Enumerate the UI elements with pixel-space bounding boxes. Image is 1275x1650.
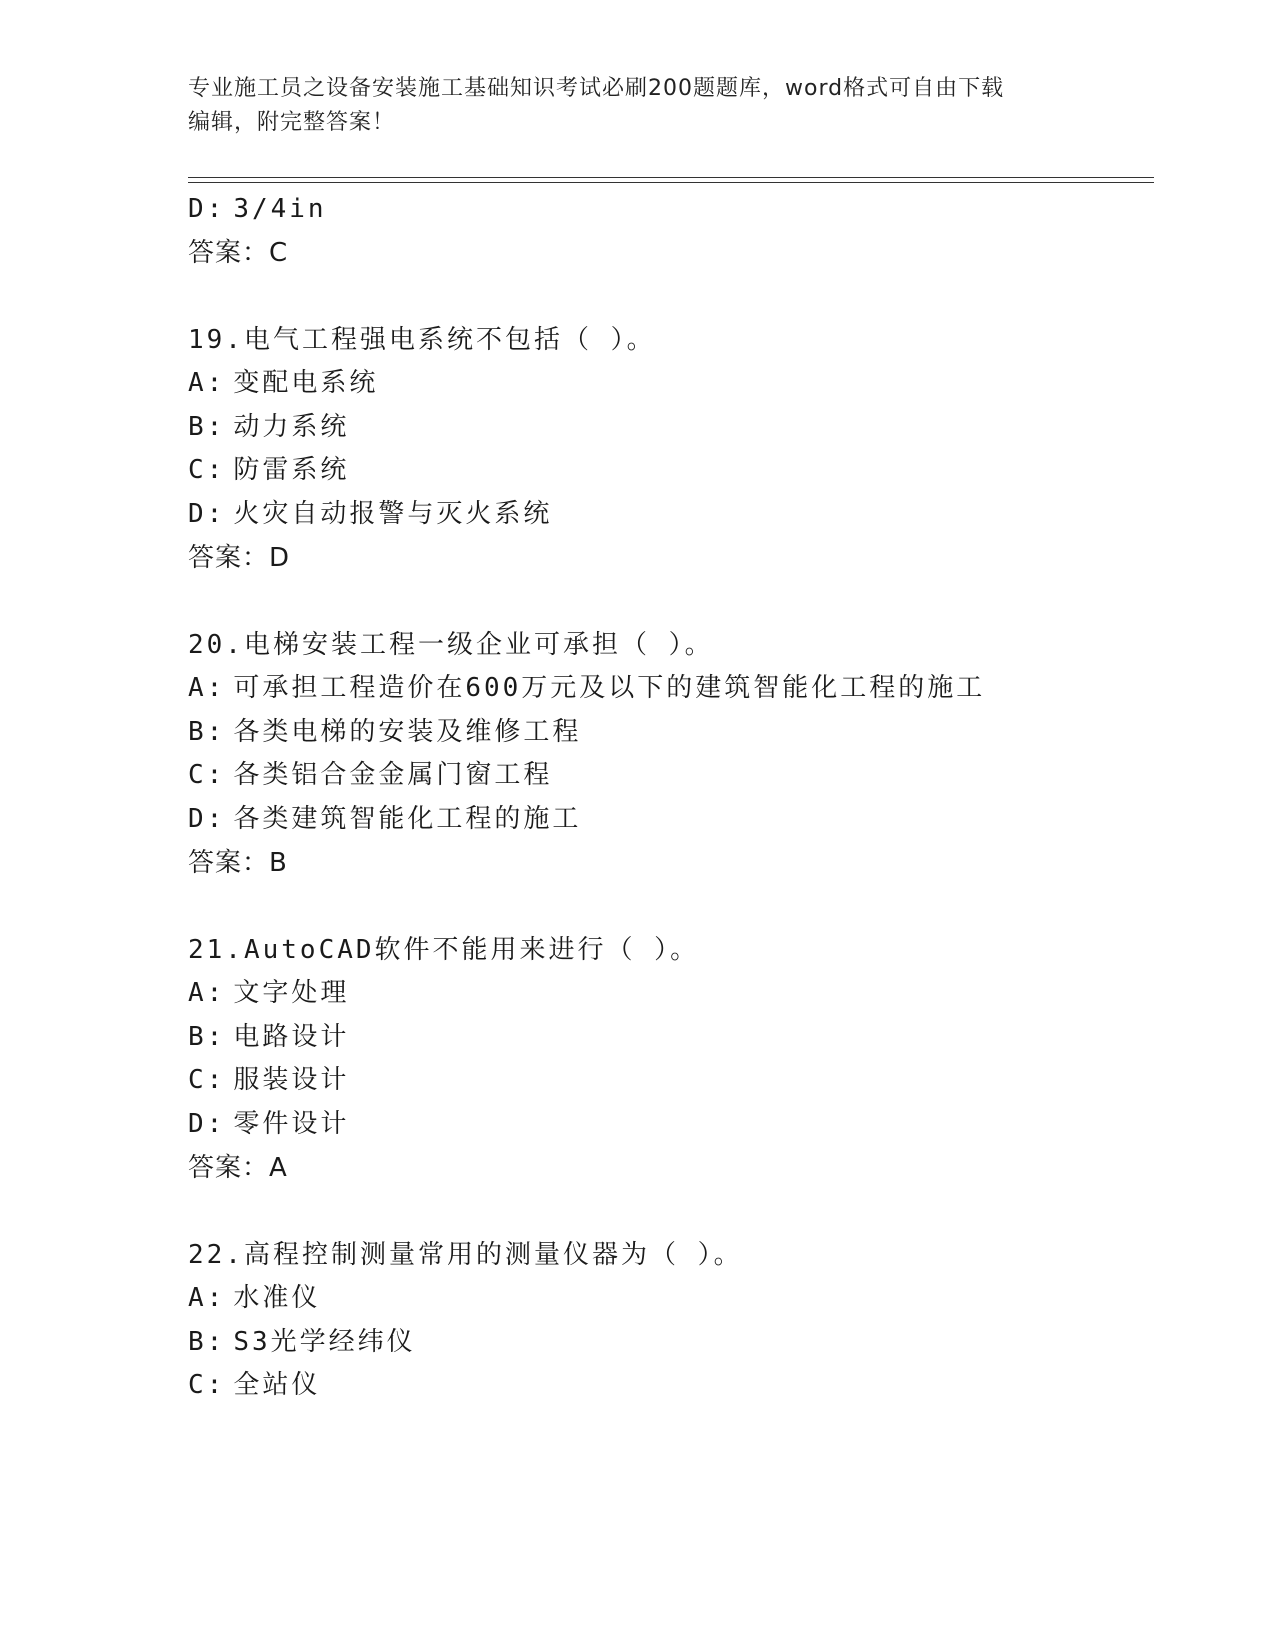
option-text: 全站仪 xyxy=(233,1370,321,1400)
option-line xyxy=(188,712,581,752)
option-key: A: xyxy=(188,1283,226,1313)
header-rule-bottom xyxy=(188,182,1154,183)
option-key: D: xyxy=(188,804,226,834)
option-line xyxy=(188,1278,320,1318)
option-line xyxy=(188,1060,349,1100)
option-text: 零件设计 xyxy=(233,1109,350,1139)
document-header xyxy=(188,72,1088,140)
option-text: 火灾自动报警与灭火系统 xyxy=(233,499,553,529)
option-text: 各类建筑智能化工程的施工 xyxy=(233,804,582,834)
option-key: D: xyxy=(188,1109,226,1139)
option-line xyxy=(188,1322,416,1362)
option-key: A: xyxy=(188,978,226,1008)
option-line xyxy=(188,973,349,1013)
question-stem: 20.电梯安装工程一级企业可承担（ ）。 xyxy=(188,630,714,660)
option-text: 防雷系统 xyxy=(233,455,350,485)
option-key: B: xyxy=(188,717,226,747)
option-text: 3/4in xyxy=(233,194,327,224)
option-key: C: xyxy=(188,1065,226,1095)
option-line xyxy=(188,799,581,839)
option-line xyxy=(188,1017,349,1057)
option-text: 电路设计 xyxy=(233,1022,350,1052)
option-key: D: xyxy=(188,194,226,224)
question-stem: 19.电气工程强电系统不包括（ ）。 xyxy=(188,325,656,355)
option-key: B: xyxy=(188,1022,226,1052)
option-key: D: xyxy=(188,499,226,529)
option-line xyxy=(188,494,552,534)
option-line xyxy=(188,407,349,447)
option-text: 可承担工程造价在600万元及以下的建筑智能化工程的施工 xyxy=(233,673,986,703)
option-line xyxy=(188,363,378,403)
option-text: S3光学经纬仪 xyxy=(233,1327,416,1357)
option-text: 变配电系统 xyxy=(233,368,379,398)
option-key: A: xyxy=(188,673,226,703)
header-line-1: 专业施工员之设备安装施工基础知识考试必刷200题题库，word格式可自由下载 xyxy=(188,76,1005,101)
answer-line: 答案：C xyxy=(188,238,289,268)
answer-line: 答案：A xyxy=(188,1153,288,1183)
option-text: 动力系统 xyxy=(233,412,350,442)
option-key: B: xyxy=(188,1327,226,1357)
option-line xyxy=(188,668,985,708)
option-line xyxy=(188,755,552,795)
option-line xyxy=(188,450,349,490)
option-line xyxy=(188,1104,349,1144)
option-line xyxy=(188,189,327,229)
answer-line: 答案：D xyxy=(188,543,291,573)
option-key: C: xyxy=(188,1370,226,1400)
option-key: C: xyxy=(188,760,226,790)
question-stem: 22.高程控制测量常用的测量仪器为（ ）。 xyxy=(188,1240,743,1270)
header-line-2: 编辑，附完整答案！ xyxy=(188,110,396,135)
option-text: 服装设计 xyxy=(233,1065,350,1095)
option-text: 水准仪 xyxy=(233,1283,321,1313)
option-key: A: xyxy=(188,368,226,398)
option-text: 各类铝合金金属门窗工程 xyxy=(233,760,553,790)
answer-line: 答案：B xyxy=(188,848,288,878)
question-stem: 21.AutoCAD软件不能用来进行（ ）。 xyxy=(188,935,700,965)
option-text: 各类电梯的安装及维修工程 xyxy=(233,717,582,747)
option-key: B: xyxy=(188,412,226,442)
option-key: C: xyxy=(188,455,226,485)
header-rule-top xyxy=(188,177,1154,178)
option-text: 文字处理 xyxy=(233,978,350,1008)
option-line xyxy=(188,1365,320,1405)
